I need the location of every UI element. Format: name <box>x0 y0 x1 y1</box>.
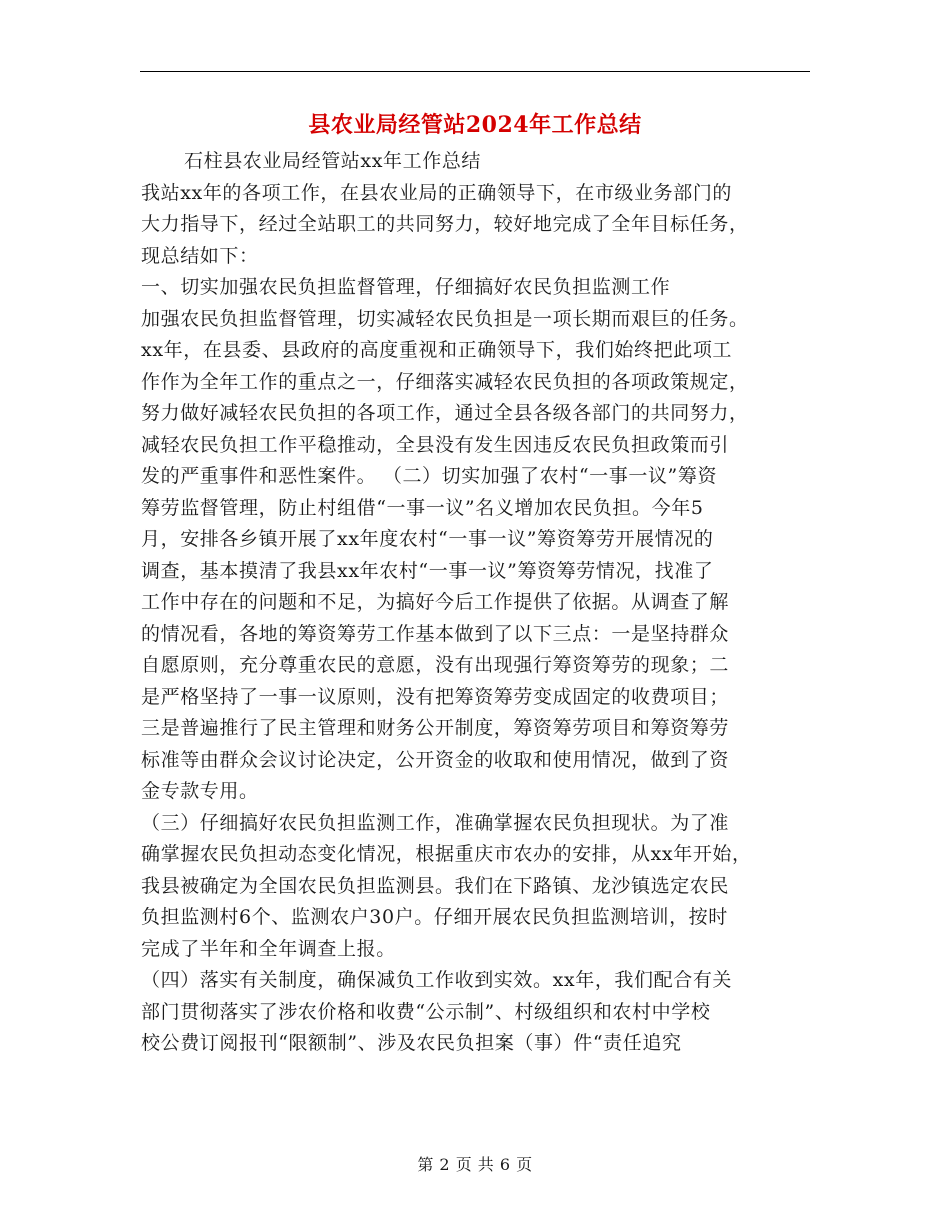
document-body <box>141 146 813 1060</box>
header-rule <box>140 71 810 72</box>
body-line: 校公费订阅报刊“限额制”、涉及农民负担案（事）件“责任追究 <box>141 1032 682 1054</box>
body-line: 月，安排各乡镇开展了xx年度农村“一事一议”筹资筹劳开展情况的 <box>141 528 714 550</box>
body-line: 调查，基本摸清了我县xx年农村“一事一议”筹资筹劳情况，找准了 <box>141 559 714 582</box>
body-line: 确掌握农民负担动态变化情况，根据重庆市农办的安排，从xx年开始， <box>141 843 752 865</box>
body-line: 努力做好减轻农民负担的各项工作，通过全县各级各部门的共同努力， <box>141 402 749 424</box>
body-line: 三是普遍推行了民主管理和财务公开制度，筹资筹劳项目和筹资筹劳 <box>141 717 730 739</box>
body-line: 加强农民负担监督管理，切实减轻农民负担是一项长期而艰巨的任务。 <box>141 307 749 330</box>
body-line: 是严格坚持了一事一议原则，没有把筹资筹劳变成固定的收费项目； <box>141 685 730 708</box>
body-line: 我县被确定为全国农民负担监测县。我们在下路镇、龙沙镇选定农民 <box>141 874 730 897</box>
body-line: 部门贯彻落实了涉农价格和收费“公示制”、村级组织和农村中学校 <box>141 1000 711 1023</box>
document-subtitle: 石柱县农业局经管站xx年工作总结 <box>184 150 482 172</box>
body-line: （四）落实有关制度，确保减负工作收到实效。xx年，我们配合有关 <box>141 969 733 991</box>
body-line: 金专款专用。 <box>141 780 259 802</box>
document-title: 县农业局经管站2024年工作总结 <box>308 112 642 138</box>
body-line: 发的严重事件和恶性案件。 （二）切实加强了农村“一事一议”筹资 <box>141 465 718 487</box>
body-line: 的情况看，各地的筹资筹劳工作基本做到了以下三点：一是坚持群众 <box>141 622 730 645</box>
body-line: 自愿原则，充分尊重农民的意愿，没有出现强行筹资筹劳的现象；二 <box>141 654 730 676</box>
body-line: 我站xx年的各项工作，在县农业局的正确领导下，在市级业务部门的 <box>141 181 733 204</box>
body-line: 完成了半年和全年调查上报。 <box>141 937 396 960</box>
body-line: 一、切实加强农民负担监督管理，仔细搞好农民负担监测工作 <box>141 276 671 298</box>
body-line: 减轻农民负担工作平稳推动，全县没有发生因违反农民负担政策而引 <box>141 433 730 456</box>
body-line: 工作中存在的问题和不足，为搞好今后工作提供了依据。从调查了解 <box>141 591 730 613</box>
body-line: 负担监测村6个、监测农户30户。仔细开展农民负担监测培训，按时 <box>141 906 728 928</box>
body-line: 作作为全年工作的重点之一，仔细落实减轻农民负担的各项政策规定， <box>141 370 749 393</box>
body-line: 大力指导下，经过全站职工的共同努力，较好地完成了全年目标任务， <box>141 213 749 235</box>
body-line: 现总结如下： <box>141 244 259 267</box>
body-line: （三）仔细搞好农民负担监测工作，准确掌握农民负担现状。为了准 <box>141 811 730 834</box>
body-line: 筹劳监督管理，防止村组借“一事一议”名义增加农民负担。今年5 <box>141 496 704 519</box>
page-number: 第 2 页 共 6 页 <box>417 1155 533 1174</box>
body-line: xx年，在县委、县政府的高度重视和正确领导下，我们始终把此项工 <box>141 339 733 361</box>
body-line: 标准等由群众会议讨论决定，公开资金的收取和使用情况，做到了资 <box>141 748 730 771</box>
